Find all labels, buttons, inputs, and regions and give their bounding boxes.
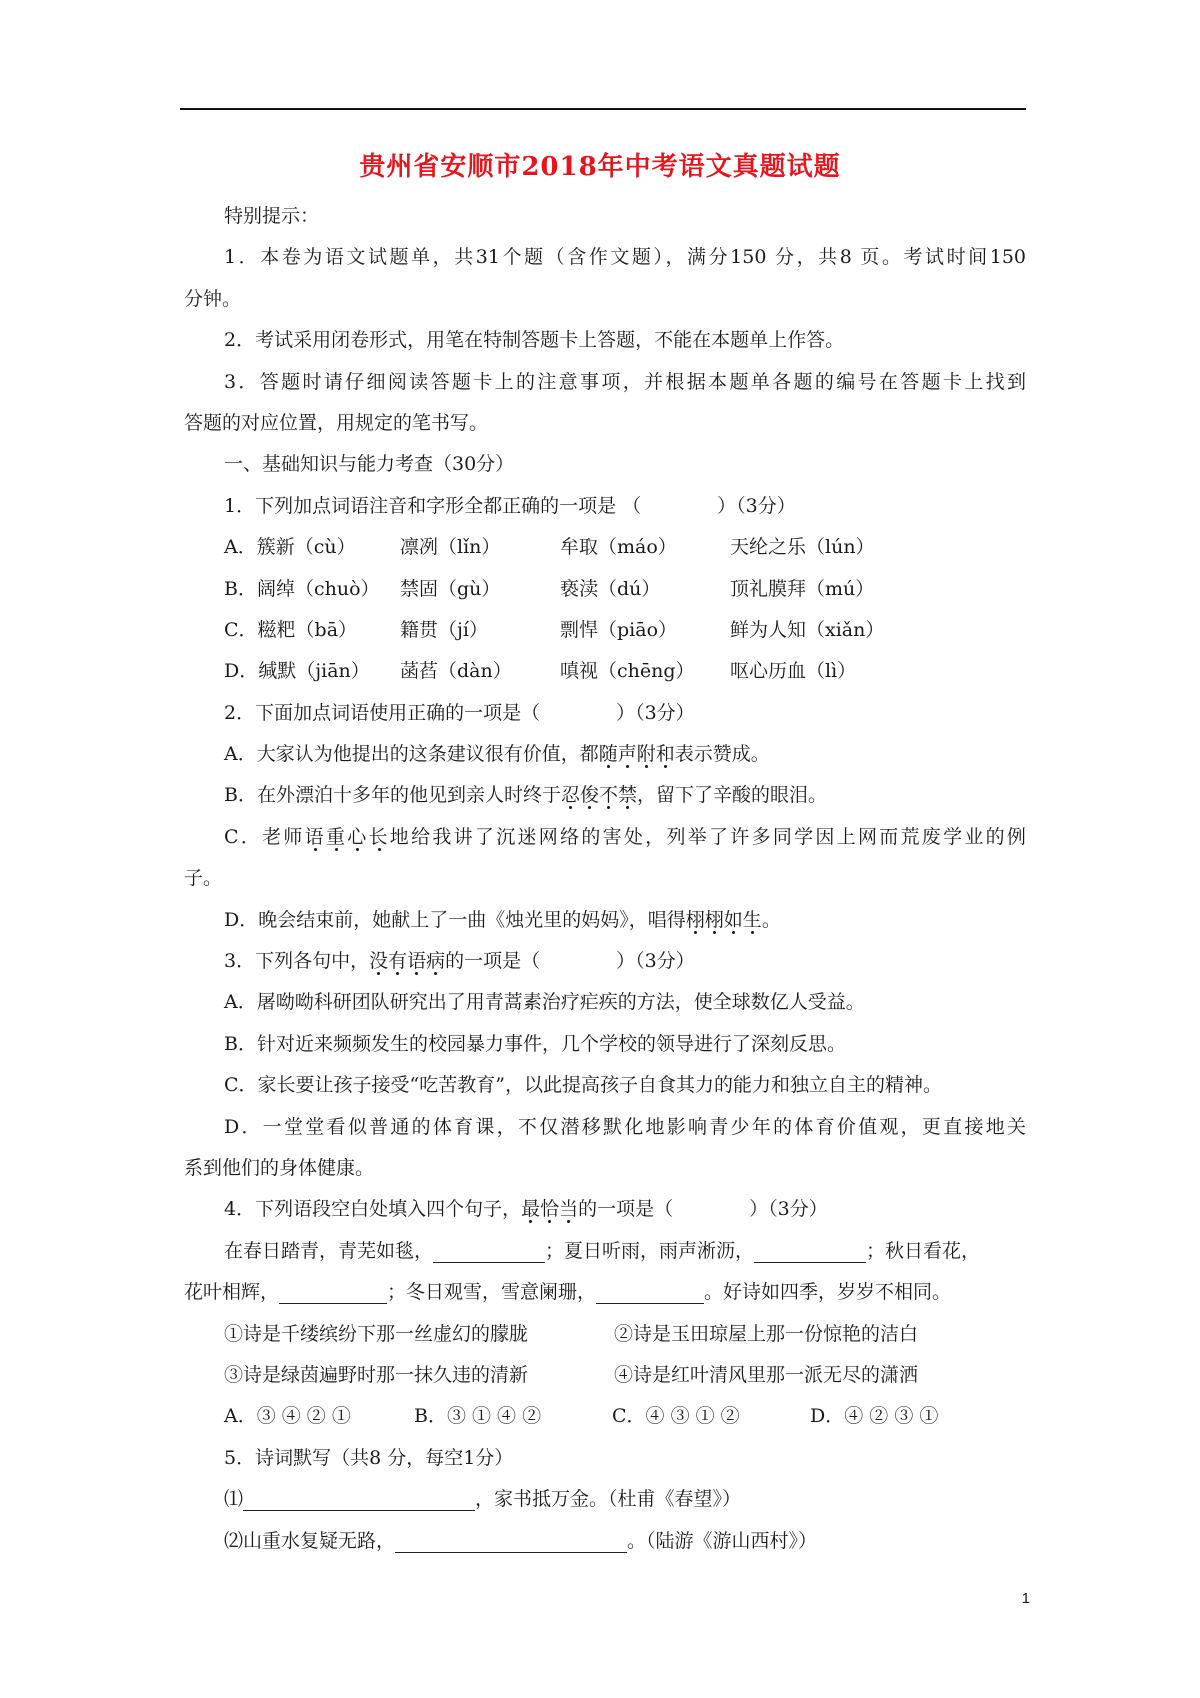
q3-option-d: D．一堂堂看似普通的体育课，不仅潜移默化地影响青少年的体育价值观，更直接地关 <box>224 1115 1026 1138</box>
q3-option-b: B．针对近来频频发生的校园暴力事件，几个学校的领导进行了深刻反思。 <box>224 1032 846 1055</box>
q1-option-item: B．阔绰（chuò） <box>224 577 380 600</box>
notice-item: 2．考试采用闭卷形式，用笔在特制答题卡上答题，不能在本题单上作答。 <box>224 329 845 352</box>
q5-line <box>184 1521 1026 1562</box>
q1-option-item: 剽悍（piāo） <box>560 618 678 641</box>
q1-option-item: 凛冽（lǐn） <box>400 536 501 559</box>
q4-passage-line <box>184 1231 1026 1272</box>
q4-sentence-row <box>184 1314 1026 1355</box>
q4-option-row <box>184 1396 1026 1437</box>
q1-option-row <box>184 569 1026 610</box>
q1-option-row <box>184 610 1026 651</box>
notice-item: 答题的对应位置，用规定的笔书写。 <box>184 411 489 434</box>
q2-option-b: B．在外漂泊十多年的他见到亲人时终于忍俊不禁，留下了辛酸的眼泪。 <box>224 784 828 807</box>
q4-passage-text: 在春日踏青，青芜如毯， <box>224 1239 434 1262</box>
q1-option-item: 顶礼膜拜（mú） <box>730 577 875 600</box>
question-stem: 3．下列各句中，没有语病的一项是（ ）（3分） <box>224 950 695 973</box>
notice-item: 3．答题时请仔细阅读答题卡上的注意事项，并根据本题单各题的编号在答题卡上找到 <box>224 370 1026 393</box>
q1-option-item: D．缄默（jiān） <box>224 660 370 683</box>
q1-option-row <box>184 527 1026 568</box>
question-stem: 4．下列语段空白处填入四个句子，最恰当的一项是（ ）（3分） <box>224 1198 828 1221</box>
page-title: 贵州省安顺市2018年中考语文真题试题 <box>359 152 841 182</box>
q1-option-item: 籍贯（jí） <box>400 618 488 641</box>
q4-passage-text: ；夏日听雨，雨声淅沥， <box>545 1239 755 1262</box>
notice-item: 1．本卷为语文试题单，共31个题（含作文题），满分150 分，共8 页。考试时间150 <box>224 246 1026 269</box>
fill-blank <box>279 1279 387 1304</box>
fill-blank <box>754 1238 866 1263</box>
q1-option-item: A．簇新（cù） <box>224 536 356 559</box>
q4-sentence: ④诗是红叶清风里那一派无尽的潇洒 <box>614 1363 919 1386</box>
q1-option-item: C．糍粑（bā） <box>224 618 358 641</box>
question-stem: 2．下面加点词语使用正确的一项是（ ）（3分） <box>224 701 695 724</box>
fill-blank <box>596 1279 704 1304</box>
section-heading: 一、基础知识与能力考查（30分） <box>224 453 515 476</box>
question-stem: 1．下列加点词语注音和字形全都正确的一项是 （ ）（3分） <box>224 494 796 517</box>
q2-option-a: A．大家认为他提出的这条建议很有价值，都随声附和表示赞成。 <box>224 743 770 766</box>
q5-line <box>184 1479 1026 1520</box>
q1-option-item: 鲜为人知（xiǎn） <box>730 618 885 641</box>
fill-blank <box>243 1486 475 1511</box>
q1-option-item: 亵渎（dú） <box>560 577 661 600</box>
fill-blank <box>433 1238 545 1263</box>
q4-option: C．④ ③ ① ② <box>612 1405 740 1428</box>
q5-text: ⑵山重水复疑无路， <box>224 1529 396 1552</box>
q1-option-row <box>184 651 1026 692</box>
q4-option: B．③ ① ④ ② <box>414 1405 542 1428</box>
q4-option: D．④ ② ③ ① <box>810 1405 939 1428</box>
q5-text: ，家书抵万金。（杜甫《春望》） <box>475 1488 742 1511</box>
q1-option-item: 牟取（máo） <box>560 536 677 559</box>
q4-option: A．③ ④ ② ① <box>224 1405 351 1428</box>
notice-heading: 特别提示： <box>224 205 320 227</box>
q3-option-a: A．屠呦呦科研团队研究出了用青蒿素治疗疟疾的方法，使全球数亿人受益。 <box>224 991 865 1014</box>
q3-option-d-cont: 系到他们的身体健康。 <box>184 1156 375 1179</box>
q1-option-item: 菡萏（dàn） <box>400 660 512 683</box>
q5-text: 。（陆游《游山西村》） <box>627 1529 818 1552</box>
header-rule <box>180 108 1026 110</box>
q3-option-c: C．家长要让孩子接受“吃苦教育”，以此提高孩子自食其力的能力和独立自主的精神。 <box>224 1074 942 1097</box>
q1-option-item: 呕心历血（lì） <box>730 660 857 683</box>
q2-option-c: C．老师语重心长地给我讲了沉迷网络的害处，列举了许多同学因上网而荒废学业的例 <box>224 825 1026 848</box>
q4-passage-text: ；冬日观雪，雪意阑珊， <box>387 1281 597 1304</box>
q4-passage-text: 。好诗如四季，岁岁不相同。 <box>704 1281 952 1304</box>
q4-sentence: ①诗是千缕缤纷下那一丝虚幻的朦胧 <box>224 1322 529 1345</box>
q4-sentence: ②诗是玉田琼屋上那一份惊艳的洁白 <box>614 1322 919 1345</box>
document-body <box>184 196 1026 1562</box>
q2-option-c-cont: 子。 <box>184 867 223 890</box>
page-number: 1 <box>1021 1590 1030 1607</box>
q4-passage-text: ；秋日看花， <box>866 1239 981 1262</box>
q1-option-item: 嗔视（chēng） <box>560 660 695 683</box>
q1-option-item: 禁固（gù） <box>400 577 501 600</box>
q5-label: ⑴ <box>224 1488 244 1511</box>
fill-blank <box>395 1528 627 1553</box>
q2-option-d: D．晚会结束前，她献上了一曲《烛光里的妈妈》，唱得栩栩如生。 <box>224 908 781 931</box>
q4-passage-text: 花叶相辉， <box>184 1281 280 1304</box>
q4-sentence: ③诗是绿茵遍野时那一抹久违的清新 <box>224 1363 529 1386</box>
q4-passage-line <box>184 1272 1026 1313</box>
q4-sentence-row <box>184 1355 1026 1396</box>
question-stem: 5．诗词默写（共8 分，每空1分） <box>224 1446 514 1469</box>
notice-item: 分钟。 <box>184 287 242 310</box>
q1-option-item: 天纶之乐（lún） <box>730 536 875 559</box>
